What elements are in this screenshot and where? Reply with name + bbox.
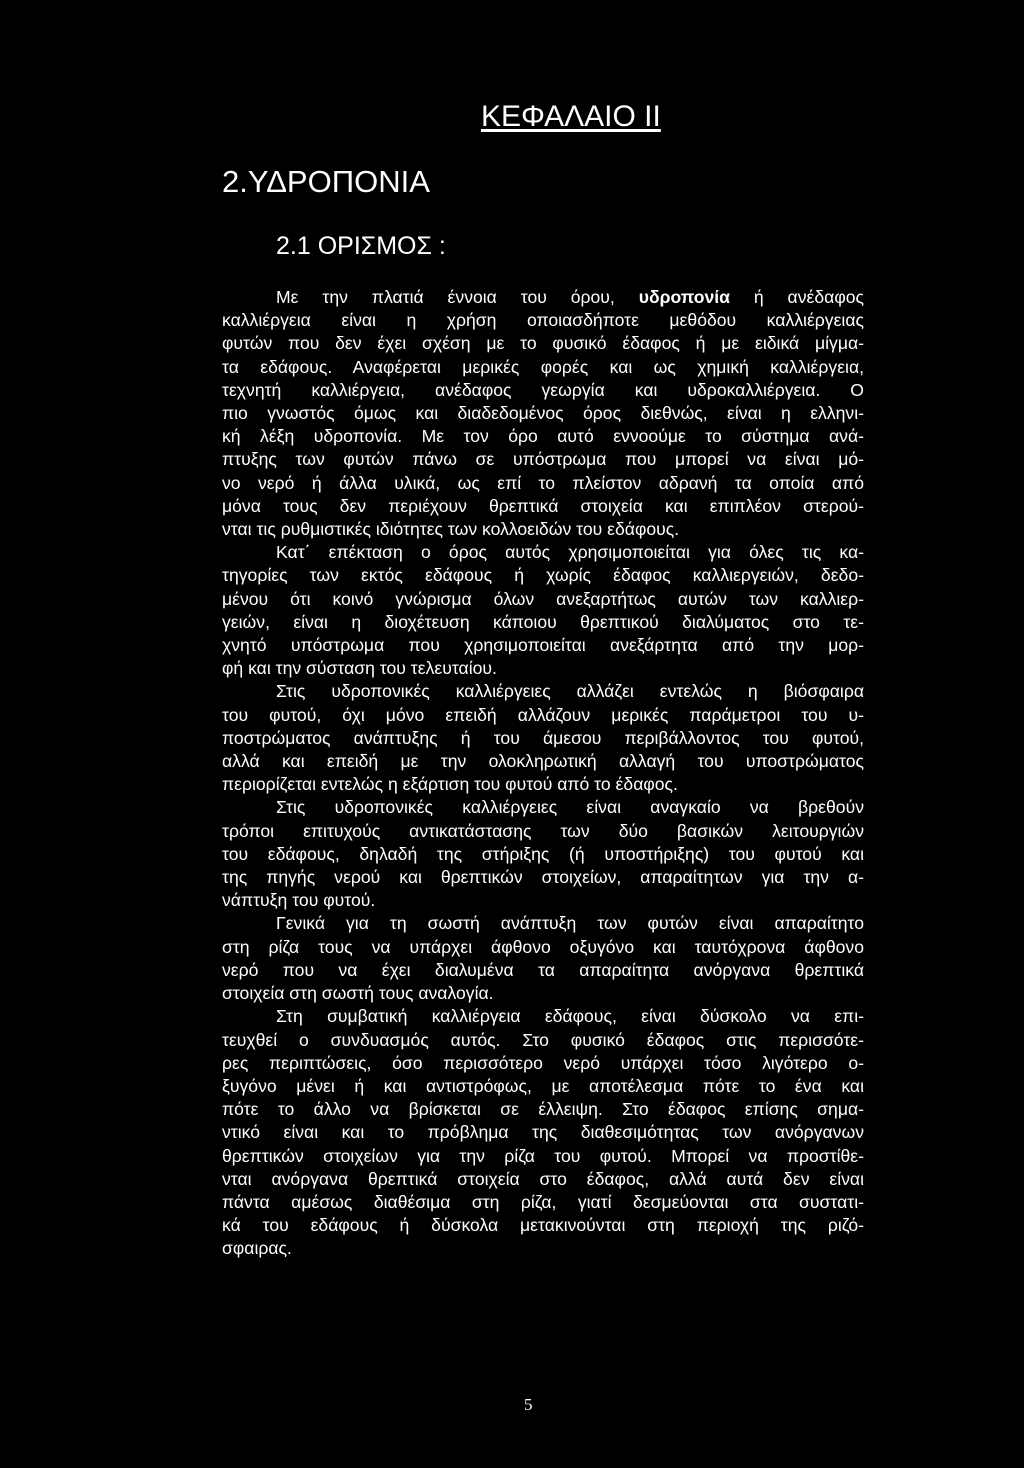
text-line: πάντα αμέσως διαθέσιμα στη ρίζα, γιατί δεσμεύονται στα συστατι- [222, 1191, 864, 1212]
text-line: πιο γνωστός όμως και διαδεδομένος όρος διεθνώς, είναι η ελληνι- [222, 403, 864, 424]
defined-term: υδροπονία [638, 287, 730, 307]
text-line: τρόποι επιτυχούς αντικατάστασης των δύο βασικών λειτουργιών [222, 820, 864, 841]
section-title: 2.ΥΔΡΟΠΟΝΙΑ [222, 164, 430, 199]
text-line: ξυγόνο μένει ή και αντιστρόφως, με αποτέλεσμα πότε το ένα και [222, 1075, 864, 1096]
text-line: της πηγής νερού και θρεπτικών στοιχείων, απαραίτητων για την α- [222, 867, 864, 888]
page-number: 5 [524, 1395, 533, 1414]
text-line: τα εδάφους. Αναφέρεται μερικές φορές και ως χημική καλλιέργεια, [222, 356, 864, 377]
text-line: αλλά και επειδή με την ολοκληρωτική αλλαγή του υποστρώματος [222, 751, 864, 772]
text-line: καλλιέργεια είναι η χρήση οποιασδήποτε μεθόδου καλλιέργειας [222, 310, 864, 331]
text-line: στη ρίζα τους να υπάρχει άφθονο οξυγόνο και ταυτόχρονα άφθονο [222, 936, 864, 957]
text-line: φή και την σύσταση του τελευταίου. [222, 658, 497, 679]
text-line: νάπτυξη του φυτού. [222, 890, 376, 911]
text-line: Με την πλατιά έννοια του όρου, υδροπονία ή ανέδαφος [276, 287, 864, 307]
text-line: κά του εδάφους ή δύσκολα μετακινούνται στη περιοχή της ριζό- [222, 1215, 864, 1236]
text-line: ντικό είναι και το πρόβλημα της διαθεσιμότητας των ανόργανων [222, 1122, 864, 1143]
text-line: κή λέξη υδροπονία. Με τον όρο αυτό εννοούμε το σύστημα ανά- [222, 426, 864, 447]
text-line: του φυτού, όχι μόνο επειδή αλλάζουν μερικές παράμετροι του υ- [222, 704, 864, 725]
text-line: πότε το άλλο να βρίσκεται σε έλλειψη. Στο έδαφος επίσης σημα- [222, 1099, 864, 1120]
text-line: Κατ΄ επέκταση ο όρος αυτός χρησιμοποιείται για όλες τις κα- [276, 542, 864, 563]
subsection-title: 2.1 ΟΡΙΣΜΟΣ : [276, 232, 446, 260]
text-line: Γενικά για τη σωστή ανάπτυξη των φυτών είναι απαραίτητο [276, 913, 864, 934]
text-line: γειών, είναι η διοχέτευση κάποιου θρεπτικού διαλύματος στο τε- [222, 611, 864, 632]
chapter-heading: ΚΕΦΑΛΑΙΟ ΙΙ [481, 100, 661, 133]
text-line: νερό που να έχει διαλυμένα τα απαραίτητα ανόργανα θρεπτικά [222, 959, 864, 980]
text-line: θρεπτικών στοιχείων για την ρίζα του φυτού. Μπορεί να προστίθε- [222, 1145, 864, 1166]
text-line: πτυξης των φυτών πάνω σε υπόστρωμα που μπορεί να είναι μό- [222, 449, 864, 470]
text-line: νται ανόργανα θρεπτικά στοιχεία στο έδαφος, αλλά αυτά δεν είναι [222, 1168, 864, 1189]
body-text [222, 286, 864, 1261]
text-line: περιορίζεται εντελώς η εξάρτιση του φυτού από το έδαφος. [222, 774, 678, 795]
text-line: μένου ότι κοινό γνώρισμα όλων ανεξαρτήτως αυτών των καλλιερ- [222, 588, 864, 609]
text-line: ποστρώματος ανάπτυξης ή του άμεσου περιβάλλοντος του φυτού, [222, 727, 864, 748]
text-line: μόνα τους δεν περιέχουν θρεπτικά στοιχεία και επιπλέον στερού- [222, 495, 864, 516]
text-line: χνητό υπόστρωμα που χρησιμοποιείται ανεξάρτητα από την μορ- [222, 635, 864, 656]
text-line: τηγορίες των εκτός εδάφους ή χωρίς έδαφος καλλιεργειών, δεδο- [222, 565, 864, 586]
text-line: τεχνητή καλλιέργεια, ανέδαφος γεωργία και υδροκαλλιέργεια. Ο [222, 379, 864, 400]
text-line: στοιχεία στη σωστή τους αναλογία. [222, 983, 494, 1004]
text-line: νο νερό ή άλλα υλικά, ως επί το πλείστον αδρανή τα οποία από [222, 472, 864, 493]
text-line: τευχθεί ο συνδυασμός αυτός. Στο φυσικό έδαφος στις περισσότε- [222, 1029, 864, 1050]
text-line: ρες περιπτώσεις, όσο περισσότερο νερό υπάρχει τόσο λιγότερο ο- [222, 1052, 864, 1073]
text-line: φυτών που δεν έχει σχέση με το φυσικό έδαφος ή με ειδικά μίγμα- [222, 333, 864, 354]
text-line: νται τις ρυθμιστικές ιδιότητες των κολλοειδών του εδάφους. [222, 519, 680, 540]
text-line: Στις υδροπονικές καλλιέργειες αλλάζει εντελώς η βιόσφαιρα [276, 681, 864, 702]
text-line: σφαιρας. [222, 1238, 292, 1259]
text-line: Στις υδροπονικές καλλιέργειες είναι αναγκαίο να βρεθούν [276, 797, 864, 818]
text-line: Στη συμβατική καλλιέργεια εδάφους, είναι δύσκολο να επι- [276, 1006, 864, 1027]
text-line: του εδάφους, δηλαδή της στήριξης (ή υποστήριξης) του φυτού και [222, 843, 864, 864]
